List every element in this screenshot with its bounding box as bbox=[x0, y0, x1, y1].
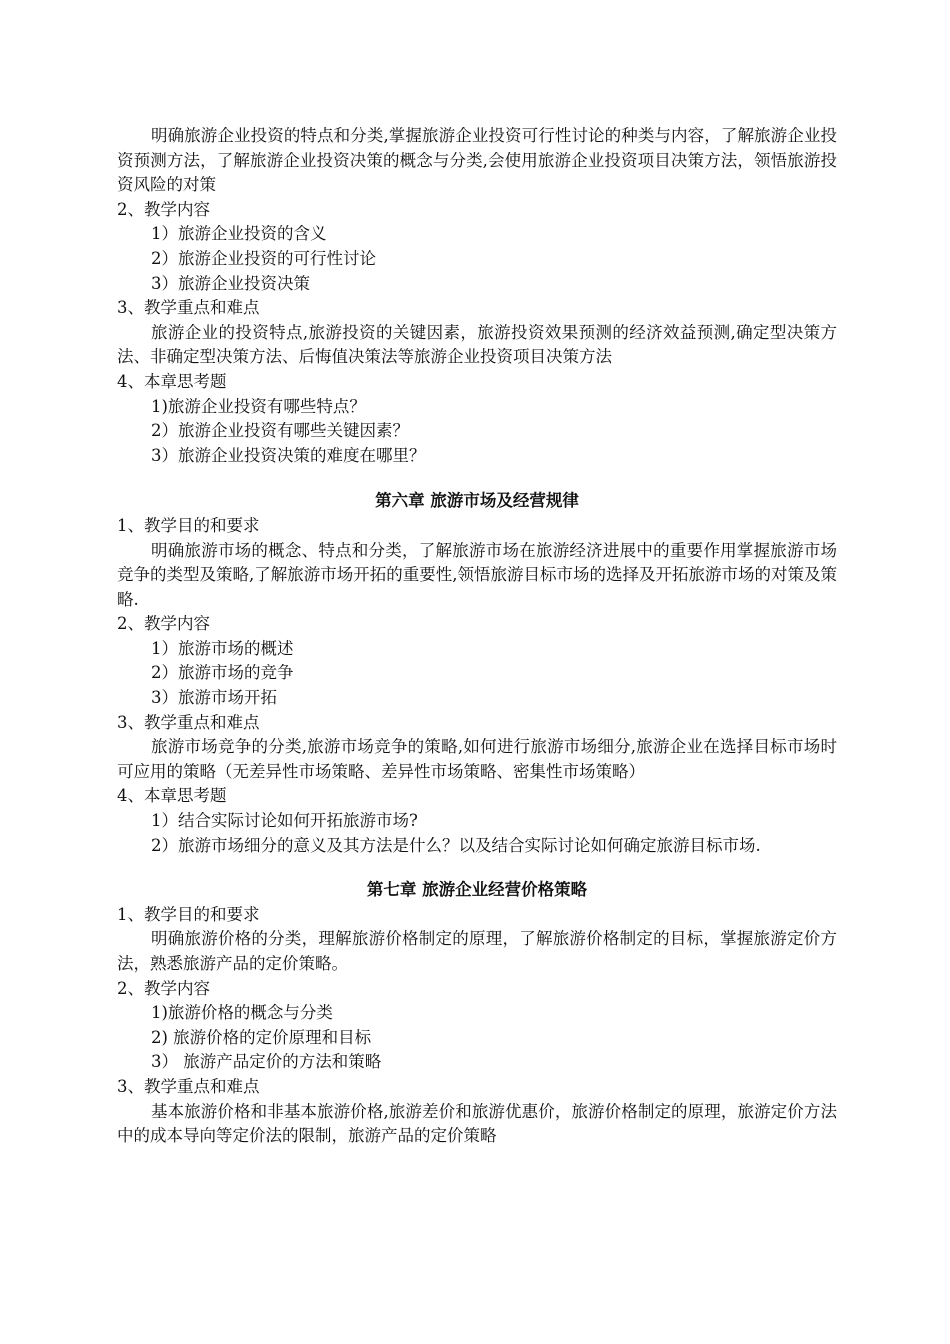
ch6-section-keypoints-heading: 3、教学重点和难点 bbox=[117, 712, 260, 732]
ch6-objectives-paragraph: 明确旅游市场的概念、特点和分类，了解旅游市场在旅游经济进展中的重要作用掌握旅游市场竞争的类型及策略,了解旅游市场开拓的重要性,领悟旅游目标市场的选择及开拓旅游市场的对策及策略. bbox=[117, 540, 837, 609]
ch7-content-item-2: 2) 旅游价格的定价原理和目标 bbox=[151, 1027, 372, 1047]
ch6-question-2: 2）旅游市场细分的意义及其方法是什么？以及结合实际讨论如何确定旅游目标市场. bbox=[151, 835, 761, 855]
ch5-keypoints-paragraph: 旅游企业的投资特点,旅游投资的关键因素，旅游投资效果预测的经济效益预测,确定型决策方法、非确定型决策方法、后悔值决策法等旅游企业投资项目决策方法 bbox=[117, 322, 837, 367]
ch5-section-questions-heading: 4、本章思考题 bbox=[117, 371, 227, 391]
ch5-question-3: 3）旅游企业投资决策的难度在哪里？ bbox=[151, 445, 426, 465]
ch6-content-item-2: 2）旅游市场的竞争 bbox=[151, 663, 294, 683]
ch5-content-item-3: 3）旅游企业投资决策 bbox=[151, 273, 310, 293]
ch5-objectives-paragraph: 明确旅游企业投资的特点和分类,掌握旅游企业投资可行性讨论的种类与内容，了解旅游企业投资预测方法，了解旅游企业投资决策的概念与分类,会使用旅游企业投资项目决策方法，领悟旅游投资风险的对策 bbox=[117, 126, 837, 195]
ch6-section-objectives-heading: 1、教学目的和要求 bbox=[117, 515, 260, 535]
ch7-content-item-3: 3） 旅游产品定价的方法和策略 bbox=[151, 1052, 382, 1072]
ch6-content-item-3: 3）旅游市场开拓 bbox=[151, 688, 277, 708]
ch5-question-2: 2）旅游企业投资有哪些关键因素？ bbox=[151, 421, 409, 441]
ch7-objectives-paragraph: 明确旅游价格的分类，理解旅游价格制定的原理，了解旅游价格制定的目标，掌握旅游定价方法，熟悉旅游产品的定价策略。 bbox=[117, 929, 837, 973]
ch6-section-content-heading: 2、教学内容 bbox=[117, 614, 210, 634]
ch5-content-item-2: 2）旅游企业投资的可行性讨论 bbox=[151, 248, 376, 268]
ch6-content-item-1: 1）旅游市场的概述 bbox=[151, 638, 294, 658]
ch5-question-1: 1)旅游企业投资有哪些特点？ bbox=[151, 396, 366, 416]
chapter-6-title: 第六章 旅游市场及经营规律 bbox=[375, 491, 579, 511]
ch6-section-questions-heading: 4、本章思考题 bbox=[117, 786, 227, 806]
ch5-content-item-1: 1）旅游企业投资的含义 bbox=[151, 224, 327, 244]
ch7-keypoints-paragraph: 基本旅游价格和非基本旅游价格,旅游差价和旅游优惠价，旅游价格制定的原理，旅游定价方法中的成本导向等定价法的限制，旅游产品的定价策略 bbox=[117, 1101, 837, 1146]
ch7-section-content-heading: 2、教学内容 bbox=[117, 978, 210, 998]
ch7-section-objectives-heading: 1、教学目的和要求 bbox=[117, 904, 260, 924]
ch6-question-1: 1）结合实际讨论如何开拓旅游市场? bbox=[151, 811, 418, 831]
ch6-keypoints-paragraph: 旅游市场竞争的分类,旅游市场竞争的策略,如何进行旅游市场细分,旅游企业在选择目标市场时可应用的策略（无差异性市场策略、差异性市场策略、密集性市场策略） bbox=[117, 737, 837, 781]
ch7-content-item-1: 1)旅游价格的概念与分类 bbox=[151, 1003, 333, 1023]
chapter-7-title: 第七章 旅游企业经营价格策略 bbox=[366, 880, 588, 900]
document-page bbox=[117, 124, 837, 1149]
ch5-section-keypoints-heading: 3、教学重点和难点 bbox=[117, 298, 260, 318]
ch7-section-keypoints-heading: 3、教学重点和难点 bbox=[117, 1076, 260, 1096]
ch5-section-content-heading: 2、教学内容 bbox=[117, 199, 210, 219]
